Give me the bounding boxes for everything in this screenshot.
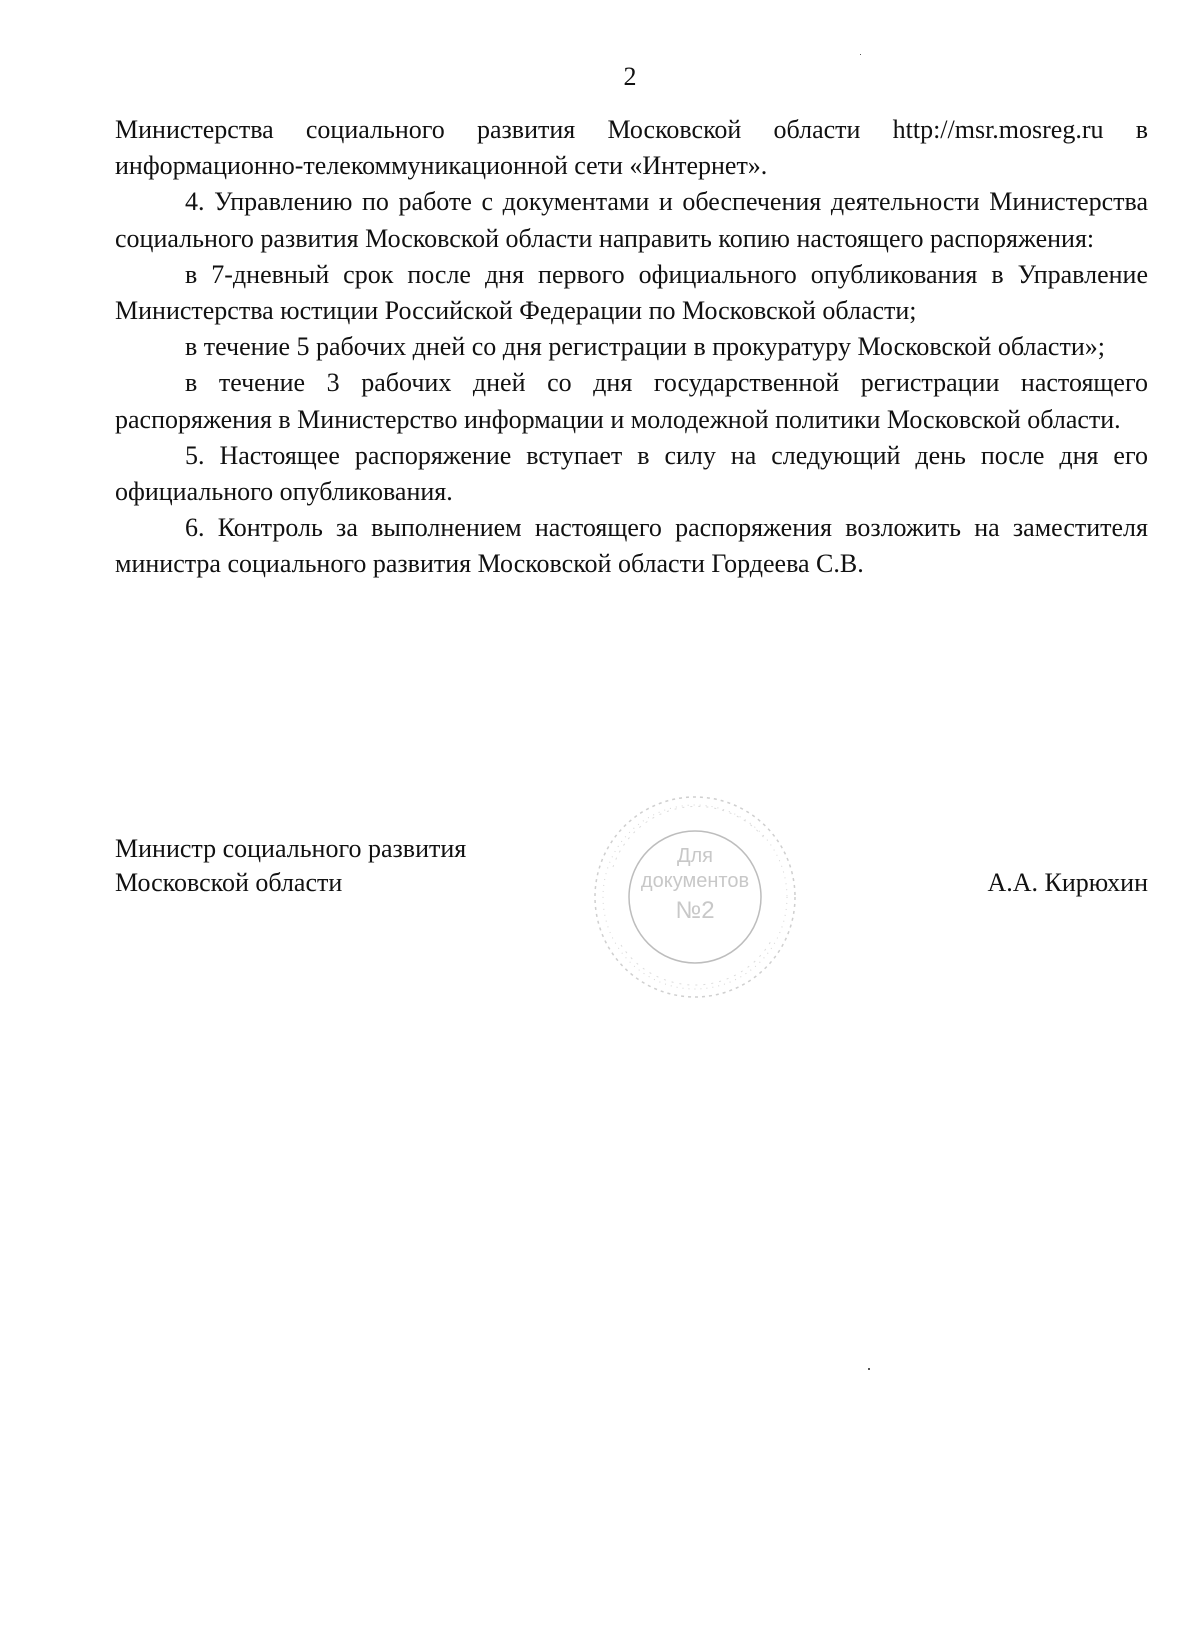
stamp-text-line2: документов: [640, 870, 750, 892]
paragraph-ministry-website: Министерства социального развития Московской области http://msr.mosreg.ru в информационно-телекоммуникационной сети «Интернет».: [115, 115, 1148, 181]
scan-speck: [868, 1368, 870, 1370]
paragraph-prosecutor-deadline: в течение 5 рабочих дней со дня регистрации в прокуратуру Московской области»;: [185, 332, 1105, 362]
stamp-text-line1: Для: [676, 845, 714, 867]
paragraph-item-5: 5. Настоящее распоряжение вступает в силу на следующий день после дня его официального опубликования.: [115, 440, 1148, 507]
paragraph-justice-ministry-deadline: в 7-дневный срок после дня первого официального опубликования в Управление Министерства юстиции Российской Федерации по Московской области;: [115, 259, 1148, 326]
paragraph-item-4: 4. Управлению по работе с документами и обеспечения деятельности Министерства социального развития Московской области направить копию настоящего распоряжения:: [115, 187, 1148, 253]
official-stamp: [575, 795, 815, 1005]
signatory-name: А.А. Кирюхин: [987, 868, 1148, 897]
stamp-text-line3: №2: [675, 897, 715, 924]
page-number: 2: [623, 62, 637, 91]
signature-position-line1: Министр социального развития: [115, 834, 467, 863]
document-body: [115, 112, 1148, 583]
paragraph-item-6: 6. Контроль за выполнением настоящего распоряжения возложить на заместителя министра социального развития Московской области Гордеева С.В.: [115, 513, 1148, 579]
scan-speck: [860, 54, 861, 55]
signature-position-line2: Московской области: [115, 868, 343, 897]
signature-position: [115, 832, 466, 900]
paragraph-information-ministry-deadline: в течение 3 рабочих дней со дня государственной регистрации настоящего распоряжения в Министерство информации и молодежной политики Московской области.: [115, 368, 1148, 434]
